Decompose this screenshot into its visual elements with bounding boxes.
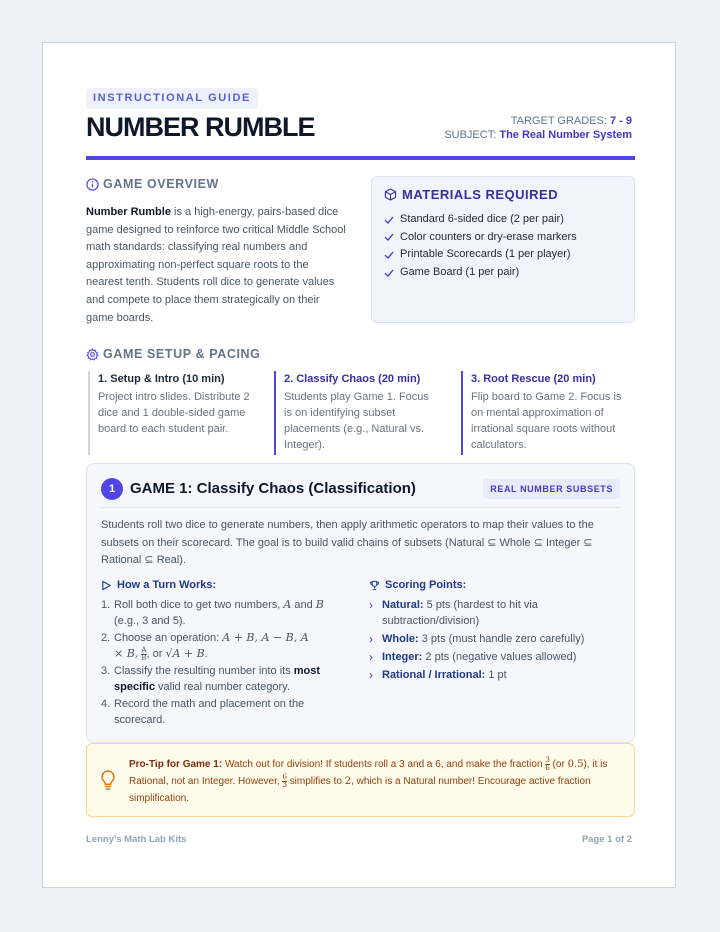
turn-heading: How a Turn Works: <box>101 579 333 591</box>
score-item: › Integer: 2 pts (negative values allowed) <box>369 650 577 664</box>
page-number: Page 1 of 2 <box>581 834 632 845</box>
setup-step <box>274 371 439 455</box>
subject <box>444 128 632 142</box>
subject-value: The Real Number System <box>499 129 632 141</box>
check-icon <box>384 215 394 225</box>
score-item: › Natural: 5 pts (hardest to hit via subtraction/division) <box>369 598 538 627</box>
overview-heading <box>86 177 219 191</box>
score-item: › Whole: 3 pts (must handle zero carefully) <box>369 632 585 646</box>
score-item: › Rational / Irrational: 1 pt <box>369 668 507 682</box>
materials-item: Standard 6-sided dice (2 per pair) <box>384 211 577 229</box>
turn-section <box>101 579 333 729</box>
check-icon <box>384 268 394 278</box>
step-desc: Flip board to Game 2. Focus is on mental approximation of irrational square roots without calculators. <box>471 391 622 451</box>
setup-heading <box>86 347 260 361</box>
guide-page <box>42 42 676 888</box>
game1-card <box>86 463 635 743</box>
pro-tip-text: Pro-Tip for Game 1: Watch out for division! If students roll a 3 and a 6, and make the fraction $\frac{3}{6}$ (or 0.5), it is Rational, not an Integer. However, $\frac{6}{3}$ simplifies to 2, which is a Natural number! Encourage active fraction simplification. <box>129 755 608 804</box>
grades-value: 7 - 9 <box>609 115 632 127</box>
materials-list <box>384 211 577 281</box>
overview-body: is a high-energy, pairs-based dice game designed to reinforce two critical Middle School math standards: classifying real numbers and approximating non-perfect square roots to the nearest tenth. Students roll dice to generate values and compete to place them strategically on their game boards. <box>86 206 346 324</box>
header-divider <box>86 156 635 160</box>
play-icon <box>101 580 112 591</box>
guide-tag: INSTRUCTIONAL GUIDE <box>86 88 258 109</box>
step-title: 1. Setup & Intro (10 min) <box>98 373 225 385</box>
game-description: Students roll two dice to generate numbers, then apply arithmetic operators to map their values to the subsets on their scorecard. The goal is to build valid chains of subsets (Natural ⊆ Whole ⊆ Integer ⊆ Rational ⊆ Real). <box>101 519 594 567</box>
materials-item: Game Board (1 per pair) <box>384 264 577 282</box>
scoring-list <box>369 597 619 683</box>
game-tag: REAL NUMBER SUBSETS <box>483 479 620 499</box>
target-grades <box>511 114 632 128</box>
trophy-icon <box>369 580 380 591</box>
info-circle-icon <box>86 178 99 191</box>
footer-brand: Lenny's Math Lab Kits <box>86 834 187 845</box>
overview-lead: Number Rumble <box>86 206 171 218</box>
materials-box <box>371 176 635 323</box>
scoring-section <box>369 579 619 685</box>
fraction: $\frac{3}{6}$ <box>545 755 550 772</box>
chevron-right-icon: › <box>369 632 373 646</box>
materials-heading <box>384 187 558 202</box>
materials-item: Printable Scorecards (1 per player) <box>384 246 577 264</box>
turn-step: 2. Choose an operation: A + B, A − B, A × B, $\frac{A}{B}$ , or √A + B. <box>101 631 309 662</box>
chevron-right-icon: › <box>369 650 373 664</box>
fraction: $\frac{6}{3}$ <box>282 772 287 789</box>
step-desc: Project intro slides. Distribute 2 dice and 1 double-sided game board to each student pair. <box>98 391 250 435</box>
turn-step: 1. Roll both dice to get two numbers, A and B (e.g., 3 and 5). <box>101 598 324 627</box>
setup-heading-label: GAME SETUP & PACING <box>103 347 261 361</box>
check-icon <box>384 250 394 260</box>
materials-item: Color counters or dry-erase markers <box>384 229 577 247</box>
materials-heading-label: MATERIALS REQUIRED <box>402 187 559 202</box>
step-title: 2. Classify Chaos (20 min) <box>284 373 421 385</box>
turn-step: 4. Record the math and placement on the scorecard. <box>101 698 305 726</box>
overview-heading-label: GAME OVERVIEW <box>103 177 219 191</box>
operation-fraction: $\frac{A}{B}$ <box>141 645 147 662</box>
game-number-badge: 1 <box>101 478 123 500</box>
scoring-heading: Scoring Points: <box>369 579 619 591</box>
pro-tip-label: Pro-Tip for Game 1: <box>129 759 223 770</box>
turn-list <box>101 597 333 728</box>
game-title: GAME 1: Classify Chaos (Classification) <box>130 480 416 497</box>
lightbulb-icon <box>99 769 117 791</box>
chevron-right-icon: › <box>369 668 373 682</box>
grades-label: TARGET GRADES: <box>510 115 607 127</box>
check-icon <box>384 232 394 242</box>
turn-step: 3. Classify the resulting number into its most specific valid real number category. <box>101 665 321 693</box>
pro-tip-box <box>86 743 635 817</box>
setup-step <box>88 371 253 455</box>
setup-step <box>461 371 626 455</box>
gear-icon <box>86 348 99 361</box>
chevron-right-icon: › <box>369 598 373 612</box>
step-desc: Students play Game 1. Focus is on identifying subset placements (e.g., Natural vs. Integer). <box>284 391 429 451</box>
step-title: 3. Root Rescue (20 min) <box>471 373 596 385</box>
page-title: NUMBER RUMBLE <box>86 112 315 142</box>
subject-label: SUBJECT: <box>444 129 497 141</box>
overview-text <box>86 204 348 327</box>
game-divider <box>101 507 620 508</box>
cube-icon <box>384 188 397 201</box>
